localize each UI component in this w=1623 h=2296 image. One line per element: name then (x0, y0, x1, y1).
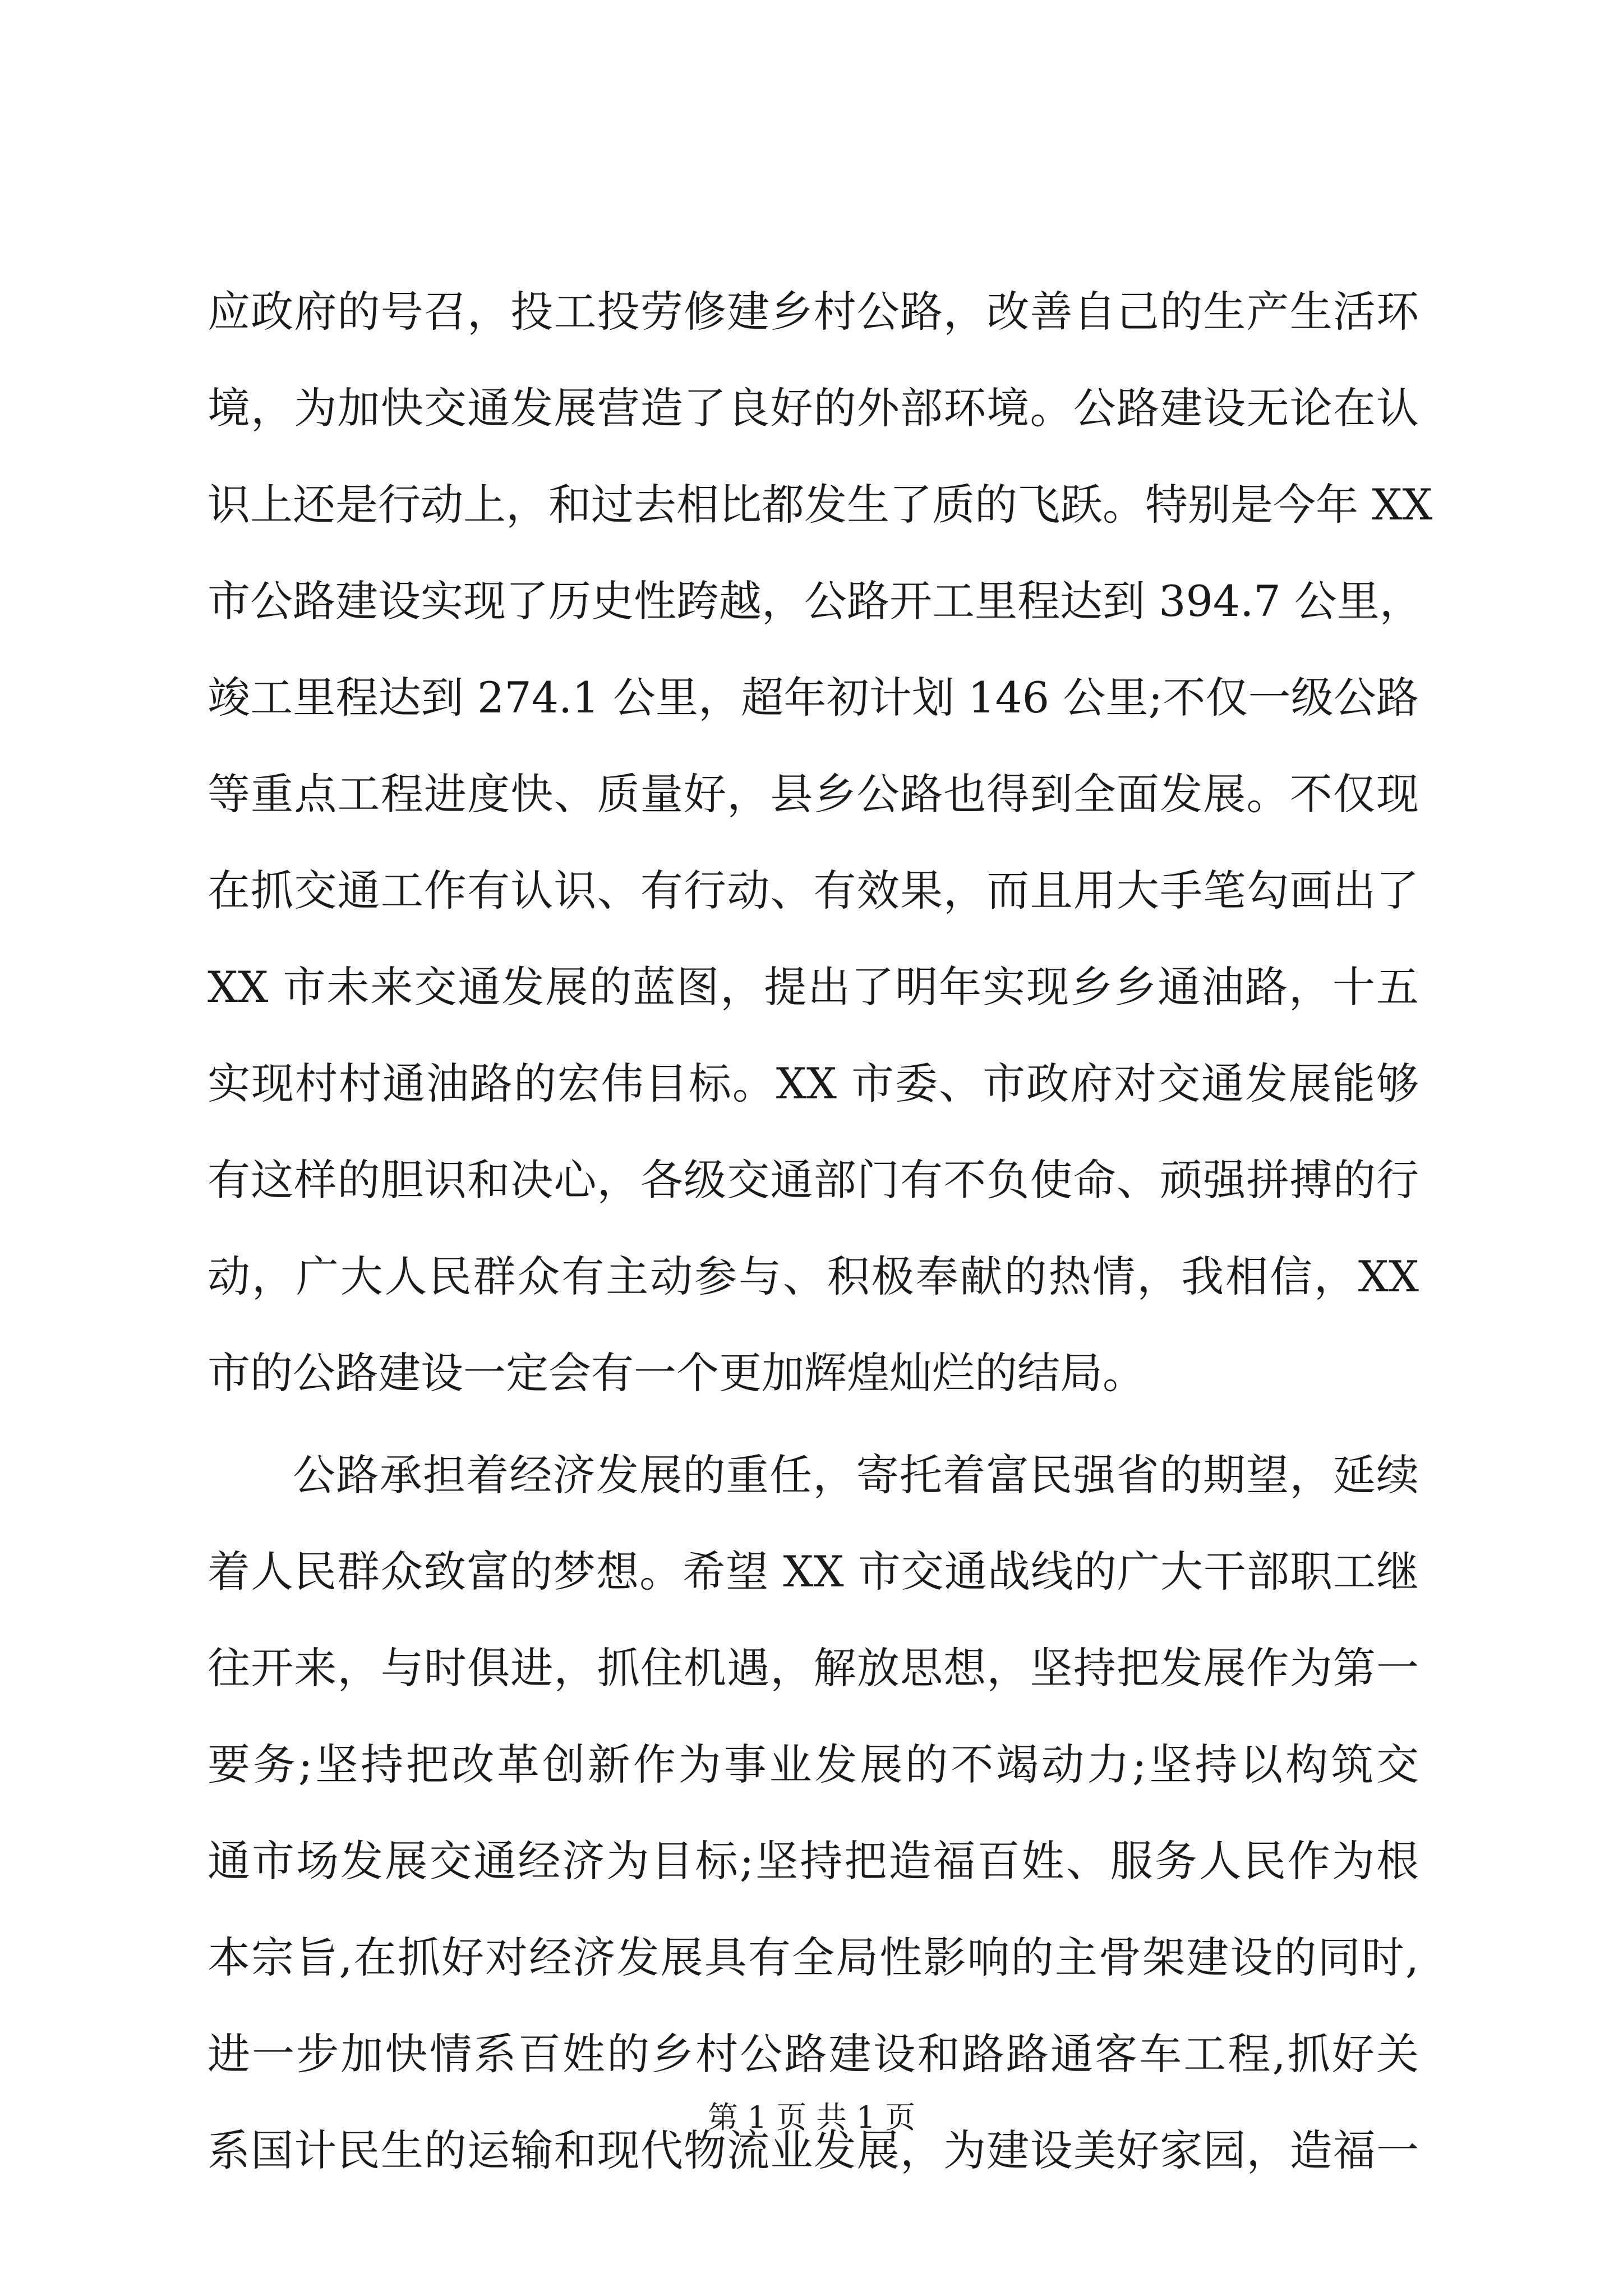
document-body (208, 264, 1433, 2199)
text-line: 系国计民生的运输和现代物流业发展，为建设美好家园，造福一 (208, 2125, 1419, 2175)
text-line: 在抓交通工作有认识、有行动、有效果，而且用大手笔勾画出了 (208, 866, 1419, 915)
text-line: 要务;坚持把改革创新作为事业发展的不竭动力;坚持以构筑交 (208, 1740, 1419, 1789)
page-footer (0, 2098, 1623, 2137)
text-line: 市公路建设实现了历史性跨越，公路开工里程达到 394.7 公里， (208, 576, 1422, 626)
text-line: 通市场发展交通经济为目标;坚持把造福百姓、服务人民作为根 (208, 1836, 1419, 1886)
text-line: 公路承担着经济发展的重任，寄托着富民强省的期望，延续 (293, 1450, 1419, 1500)
text-line: 等重点工程进度快、质量好，县乡公路也得到全面发展。不仅现 (208, 769, 1419, 819)
text-line: 实现村村通油路的宏伟目标。XX 市委、市政府对交通发展能够 (208, 1059, 1419, 1108)
paragraph-1 (208, 264, 1433, 1421)
paragraph-gap (208, 1421, 1419, 1427)
text-line: 境，为加快交通发展营造了良好的外部环境。公路建设无论在认 (208, 383, 1419, 433)
text-line: 进一步加快情系百姓的乡村公路建设和路路通客车工程,抓好关 (208, 2029, 1419, 2079)
page-number-label: 第 1 页 共 1 页 (707, 2100, 916, 2135)
text-line: 往开来，与时俱进，抓住机遇，解放思想，坚持把发展作为第一 (208, 1643, 1419, 1693)
text-line: 动，广大人民群众有主动参与、积极奉献的热情，我相信，XX (208, 1251, 1419, 1301)
text-line: 竣工里程达到 274.1 公里，超年初计划 146 公里;不仅一级公路 (208, 673, 1419, 723)
text-line: 有这样的胆识和决心，各级交通部门有不负使命、顽强拼搏的行 (208, 1155, 1419, 1205)
text-line: 识上还是行动上，和过去相比都发生了质的飞跃。特别是今年 XX (208, 480, 1433, 530)
text-line: 市的公路建设一定会有一个更加辉煌灿烂的结局。 (208, 1348, 1145, 1398)
text-line: 本宗旨,在抓好对经济发展具有全局性影响的主骨架建设的同时, (208, 1932, 1419, 1982)
text-line: 着人民群众致富的梦想。希望 XX 市交通战线的广大干部职工继 (208, 1547, 1419, 1596)
text-line: XX 市未来交通发展的蓝图，提出了明年实现乡乡通油路，十五 (208, 962, 1419, 1012)
paragraph-2 (208, 1427, 1419, 2199)
text-line: 应政府的号召，投工投劳修建乡村公路，改善自己的生产生活环 (208, 287, 1419, 337)
